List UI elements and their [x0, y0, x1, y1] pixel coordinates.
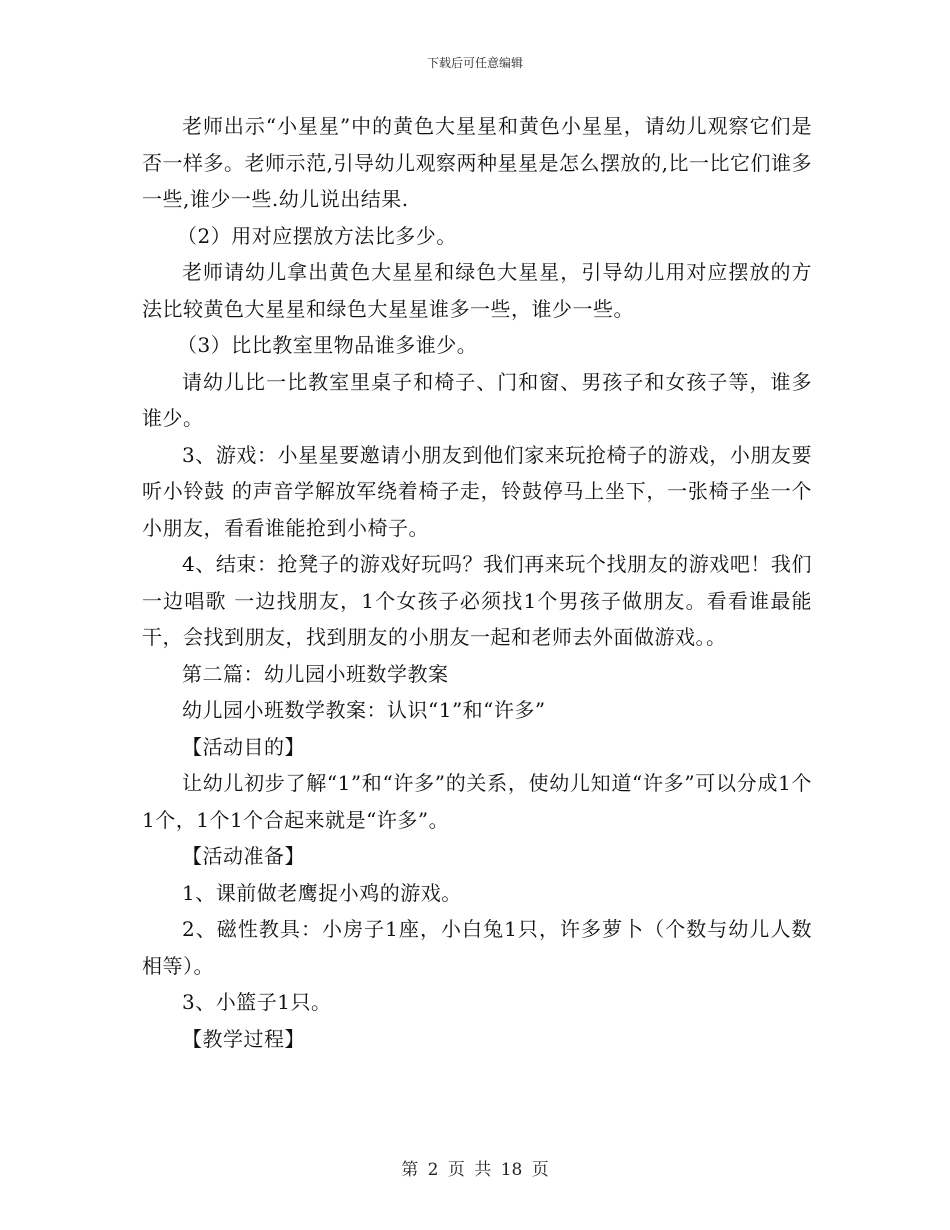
- paragraph: 1、课前做老鹰捉小鸡的游戏。: [182, 880, 462, 905]
- page-header: 下载后可任意编辑: [426, 56, 523, 70]
- document-subtitle: 幼儿园小班数学教案：认识“1”和“许多”: [182, 698, 546, 722]
- paragraph: （2）用对应摆放方法比多少。: [177, 223, 457, 248]
- paragraph: 3、小篮子1只。: [182, 990, 332, 1014]
- paragraph: 老师出示“小星星”中的黄色大星星和黄色小星星，请幼儿观察它们是否一样多。老师示范,引导幼儿观察两种星星是怎么摆放的,比一比它们谁多一些,谁少一些.幼儿说出结果.: [142, 114, 812, 211]
- page-footer: 第 2 页 共 18 页: [401, 1160, 549, 1180]
- paragraph: 让幼儿初步了解“1”和“许多”的关系，使幼儿知道“许多”可以分成1个1个，1个1个合起来就是“许多”。: [142, 771, 812, 832]
- section-heading: 【教学过程】: [182, 1026, 305, 1051]
- paragraph: （3）比比教室里物品谁多谁少。: [177, 333, 478, 357]
- section-heading: 【活动准备】: [182, 844, 305, 868]
- section-heading: 【活动目的】: [182, 734, 305, 759]
- paragraph: 3、游戏：小星星要邀请小朋友到他们家来玩抢椅子的游戏，小朋友要听小铃鼓 的声音学解放军绕着椅子走，铃鼓停马上坐下，一张椅子坐一个小朋友，看看谁能抢到小椅子。: [142, 442, 812, 540]
- paragraph: 4、结束：抢凳子的游戏好玩吗？我们再来玩个找朋友的游戏吧！我们一边唱歌 一边找朋友，1个女孩子必须找1个男孩子做朋友。看看谁最能干，会找到朋友，找到朋友的小朋友一起和老师去外面做游戏。。: [142, 552, 812, 649]
- paragraph: 老师请幼儿拿出黄色大星星和绿色大星星，引导幼儿用对应摆放的方法比较黄色大星星和绿色大星星谁多一些，谁少一些。: [142, 260, 812, 321]
- paragraph: 2、磁性教具：小房子1座，小白兔1只，许多萝卜（个数与幼儿人数相等）。: [142, 917, 812, 978]
- paragraph: 请幼儿比一比教室里桌子和椅子、门和窗、男孩子和女孩子等，谁多谁少。: [142, 369, 812, 430]
- document-body: [142, 108, 812, 1057]
- section-title: 第二篇：幼儿园小班数学教案: [182, 661, 449, 686]
